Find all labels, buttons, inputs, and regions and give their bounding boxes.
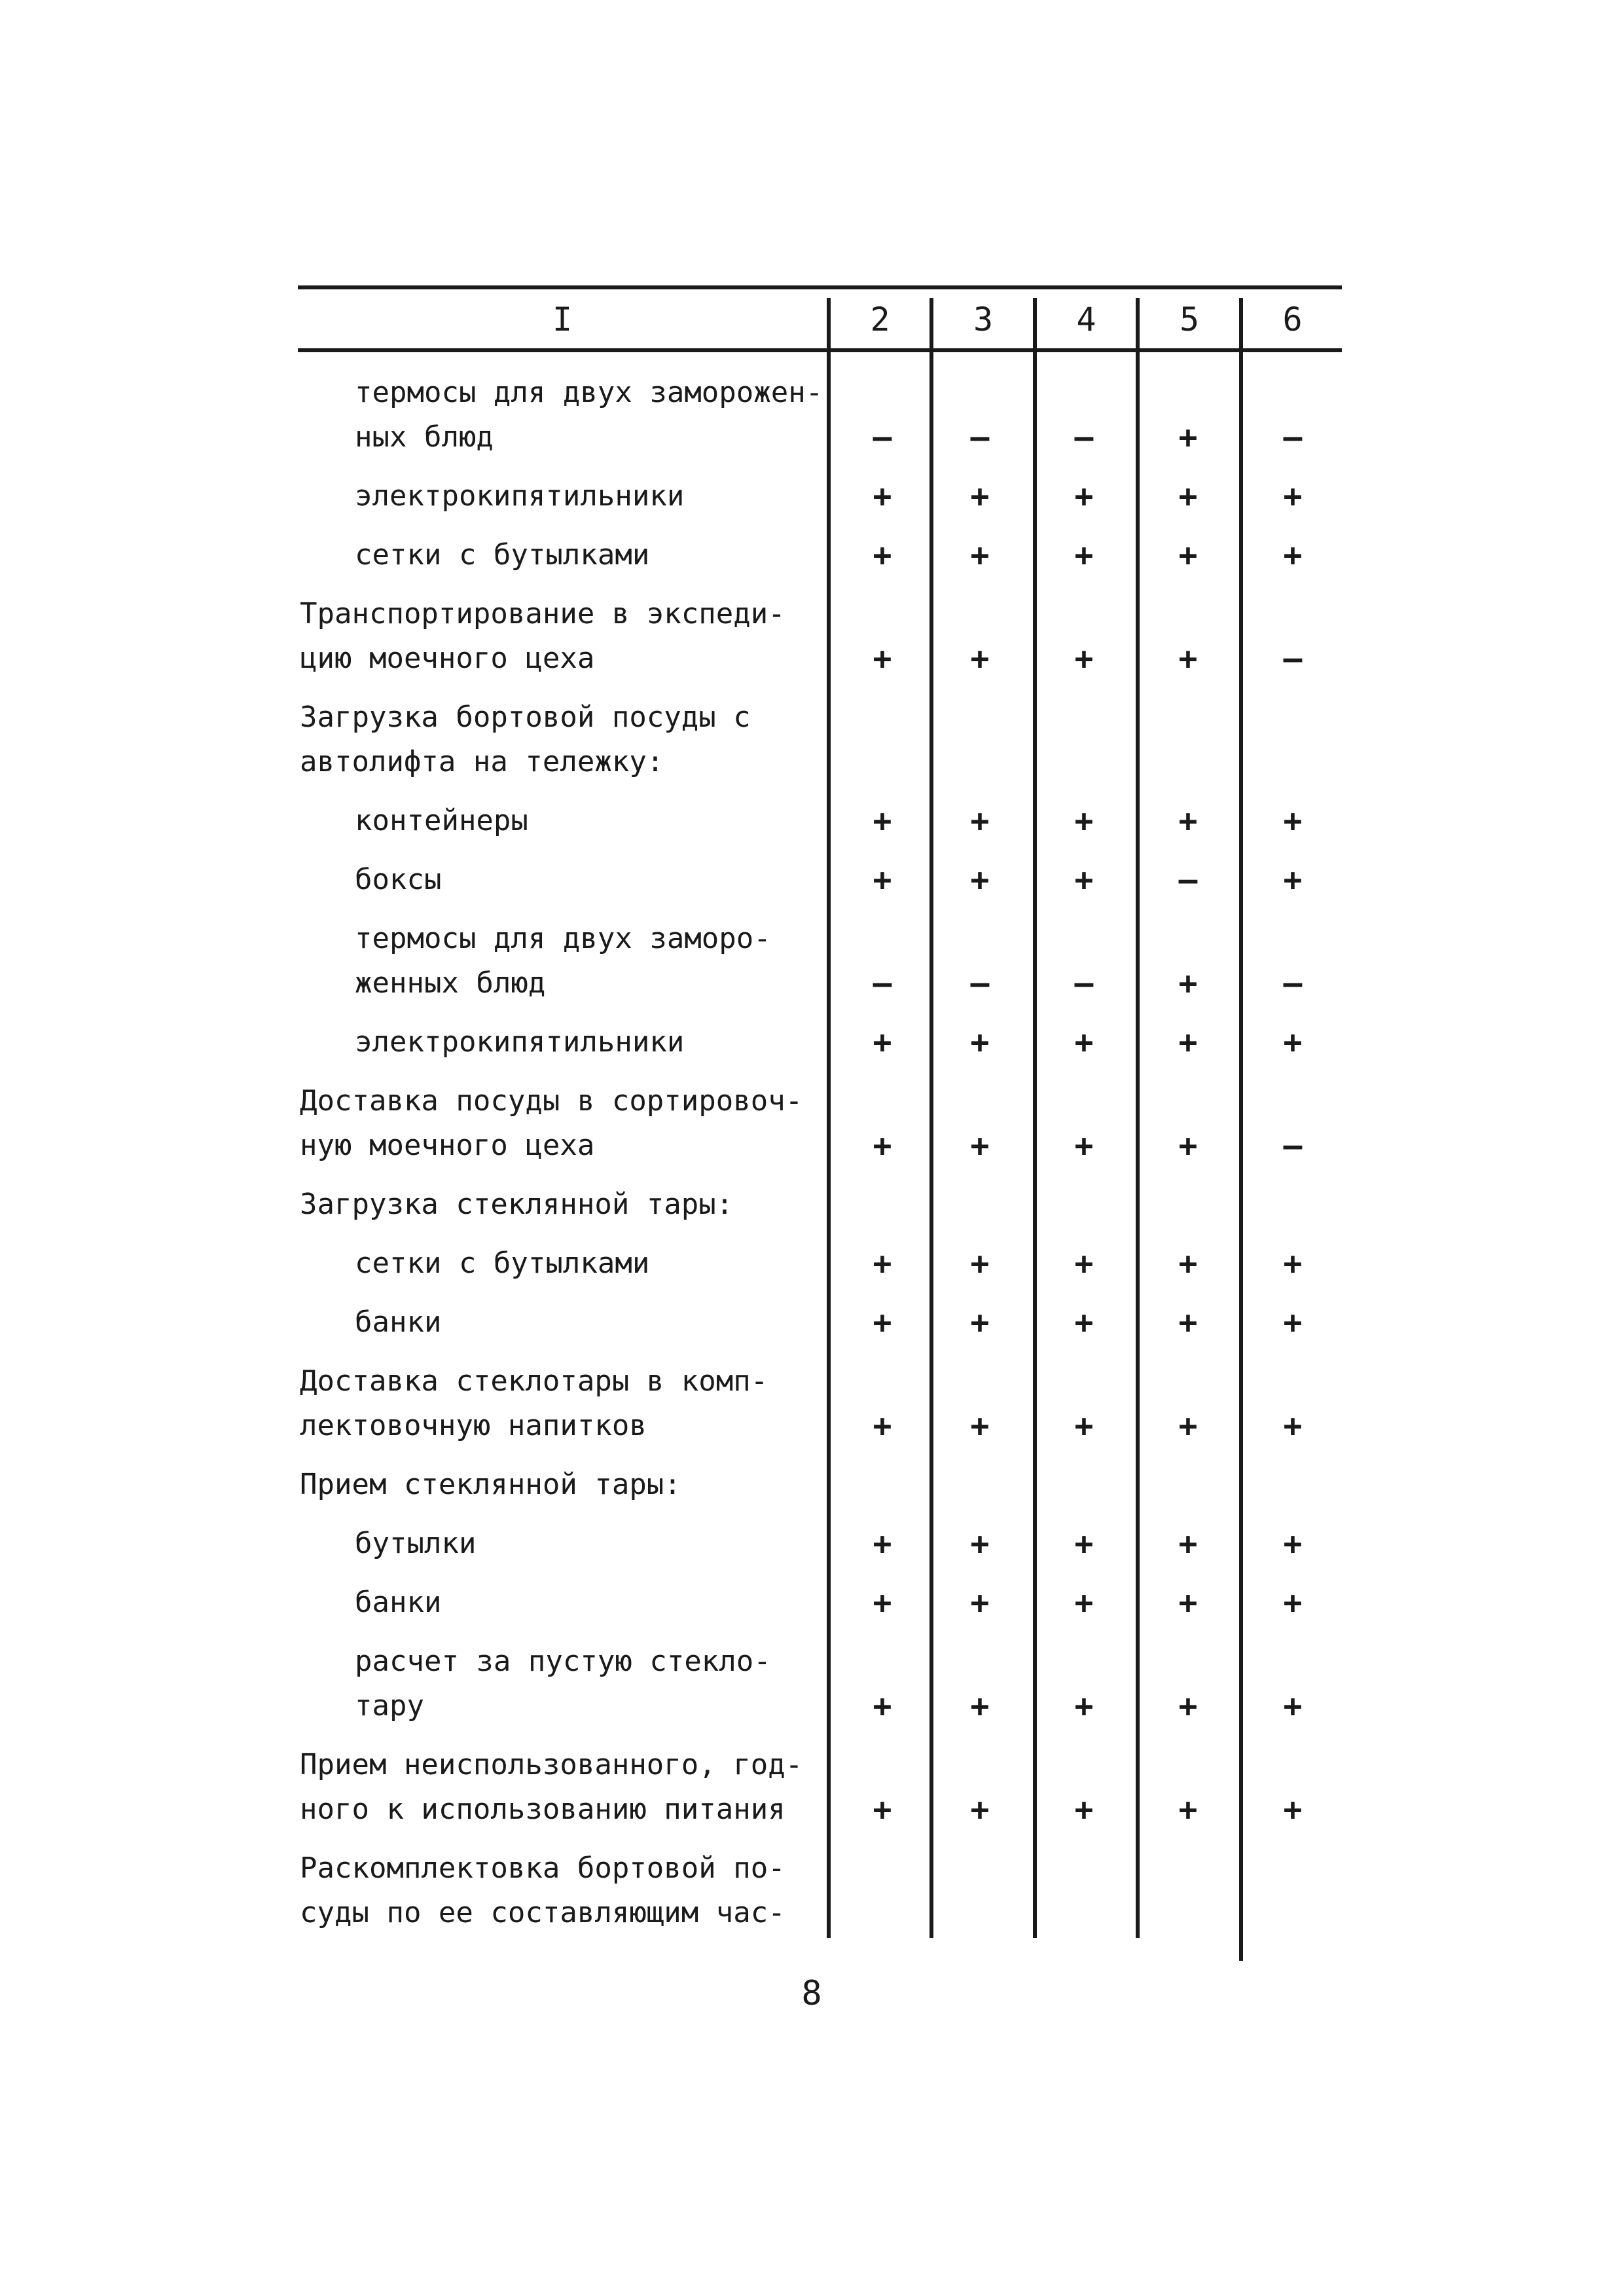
row-label-line: банки <box>355 1586 442 1619</box>
cell-mark: + <box>873 640 892 677</box>
cell-mark: + <box>1283 1024 1303 1061</box>
column-header-1: I <box>552 301 573 338</box>
cell-mark: + <box>873 1791 892 1828</box>
cell-mark: + <box>1178 1127 1198 1164</box>
column-header-2: 2 <box>870 301 890 338</box>
row-label-line: ных блюд <box>355 420 494 454</box>
cell-mark: + <box>1283 862 1303 898</box>
row-label-line: Доставка стеклотары в комп- <box>300 1364 768 1398</box>
cell-mark: + <box>1283 1791 1303 1828</box>
cell-mark: + <box>970 478 990 515</box>
row-label-line: Прием стеклянной тары: <box>300 1468 681 1501</box>
cell-mark: + <box>970 537 990 574</box>
cell-mark: + <box>1178 1688 1198 1724</box>
cell-mark: – <box>1074 419 1094 456</box>
cell-mark: + <box>1283 1304 1303 1341</box>
cell-mark: + <box>1178 640 1198 677</box>
row-label-line: Прием неиспользованного, год- <box>300 1748 803 1781</box>
table-top-rule <box>298 285 1342 289</box>
column-divider <box>1136 298 1140 1938</box>
cell-mark: + <box>873 1584 892 1621</box>
cell-mark: – <box>1283 419 1303 456</box>
row-label-line: Доставка посуды в сортировоч- <box>300 1084 803 1118</box>
cell-mark: + <box>1074 1127 1094 1164</box>
row-label-line: боксы <box>355 863 442 896</box>
row-label-line: ного к использованию питания <box>300 1793 785 1826</box>
cell-mark: + <box>1178 419 1198 456</box>
cell-mark: – <box>1283 1127 1303 1164</box>
cell-mark: + <box>873 537 892 574</box>
cell-mark: + <box>1074 1584 1094 1621</box>
cell-mark: + <box>970 1408 990 1444</box>
cell-mark: + <box>1283 803 1303 839</box>
cell-mark: – <box>873 419 892 456</box>
cell-mark: + <box>1178 1408 1198 1444</box>
cell-mark: + <box>1074 640 1094 677</box>
row-label-line: расчет за пустую стекло- <box>355 1645 771 1678</box>
cell-mark: + <box>1074 1304 1094 1341</box>
row-label-line: цию моечного цеха <box>300 642 595 675</box>
row-label-line: Раскомплектовка бортовой по- <box>300 1851 785 1885</box>
column-header-6: 6 <box>1282 301 1303 338</box>
header-bottom-rule <box>298 348 1342 352</box>
cell-mark: + <box>970 1024 990 1061</box>
cell-mark: + <box>1178 1584 1198 1621</box>
column-header-3: 3 <box>973 301 994 338</box>
cell-mark: + <box>970 1525 990 1562</box>
cell-mark: + <box>970 1127 990 1164</box>
cell-mark: + <box>873 1127 892 1164</box>
column-divider <box>929 298 933 1938</box>
cell-mark: + <box>1283 1525 1303 1562</box>
row-label-line: Загрузка стеклянной тары: <box>300 1188 734 1221</box>
cell-mark: – <box>1283 965 1303 1002</box>
cell-mark: + <box>873 478 892 515</box>
cell-mark: – <box>970 965 990 1002</box>
column-divider <box>1033 298 1037 1938</box>
column-divider <box>827 298 831 1938</box>
cell-mark: + <box>1074 803 1094 839</box>
cell-mark: + <box>1283 537 1303 574</box>
cell-mark: + <box>873 803 892 839</box>
cell-mark: + <box>1178 1791 1198 1828</box>
row-label-line: автолифта на тележку: <box>300 745 664 778</box>
cell-mark: – <box>873 965 892 1002</box>
cell-mark: + <box>1178 1024 1198 1061</box>
cell-mark: + <box>970 862 990 898</box>
cell-mark: + <box>1283 478 1303 515</box>
row-label-line: электрокипятильники <box>355 479 685 513</box>
cell-mark: + <box>1178 1245 1198 1282</box>
cell-mark: – <box>1074 965 1094 1002</box>
row-label-line: суды по ее составляющим час- <box>300 1896 785 1929</box>
cell-mark: – <box>970 419 990 456</box>
cell-mark: + <box>1074 478 1094 515</box>
cell-mark: + <box>1074 1525 1094 1562</box>
cell-mark: + <box>1074 1024 1094 1061</box>
row-label-line: Транспортирование в экспеди- <box>300 597 785 630</box>
cell-mark: + <box>970 1791 990 1828</box>
cell-mark: + <box>970 1304 990 1341</box>
row-label-line: тару <box>355 1689 424 1722</box>
cell-mark: + <box>873 1245 892 1282</box>
cell-mark: + <box>970 640 990 677</box>
cell-mark: + <box>1074 1408 1094 1444</box>
cell-mark: + <box>873 1688 892 1724</box>
row-label-line: банки <box>355 1305 442 1339</box>
cell-mark: + <box>1178 478 1198 515</box>
cell-mark: + <box>1074 1791 1094 1828</box>
row-label-line: Загрузка бортовой посуды с <box>300 701 751 734</box>
cell-mark: + <box>1178 537 1198 574</box>
cell-mark: + <box>970 1688 990 1724</box>
cell-mark: + <box>1283 1245 1303 1282</box>
cell-mark: – <box>1283 640 1303 677</box>
row-label-line: термосы для двух заморо- <box>355 922 771 955</box>
cell-mark: + <box>1283 1408 1303 1444</box>
row-label-line: бутылки <box>355 1527 477 1560</box>
cell-mark: + <box>873 1304 892 1341</box>
cell-mark: + <box>1178 1525 1198 1562</box>
cell-mark: + <box>873 1408 892 1444</box>
cell-mark: + <box>1074 862 1094 898</box>
cell-mark: + <box>1283 1584 1303 1621</box>
cell-mark: + <box>1074 1688 1094 1724</box>
row-label-line: женных блюд <box>355 966 546 1000</box>
cell-mark: + <box>970 803 990 839</box>
cell-mark: + <box>1074 537 1094 574</box>
row-label-line: термосы для двух заморожен- <box>355 376 823 409</box>
cell-mark: + <box>1283 1688 1303 1724</box>
row-label-line: контейнеры <box>355 804 528 837</box>
cell-mark: + <box>873 1024 892 1061</box>
cell-mark: + <box>873 862 892 898</box>
cell-mark: + <box>873 1525 892 1562</box>
cell-mark: + <box>970 1584 990 1621</box>
row-label-line: лектовочную напитков <box>300 1409 647 1442</box>
cell-mark: + <box>1178 803 1198 839</box>
cell-mark: + <box>970 1245 990 1282</box>
column-divider <box>1239 298 1243 1961</box>
row-label-line: сетки с бутылками <box>355 538 650 572</box>
row-label-line: ную моечного цеха <box>300 1129 595 1162</box>
cell-mark: – <box>1178 862 1198 898</box>
page-number: 8 <box>801 1974 822 2013</box>
column-header-4: 4 <box>1076 301 1096 338</box>
row-label-line: сетки с бутылками <box>355 1247 650 1280</box>
row-label-line: электрокипятильники <box>355 1025 685 1059</box>
cell-mark: + <box>1178 1304 1198 1341</box>
column-header-5: 5 <box>1179 301 1200 338</box>
cell-mark: + <box>1178 965 1198 1002</box>
cell-mark: + <box>1074 1245 1094 1282</box>
